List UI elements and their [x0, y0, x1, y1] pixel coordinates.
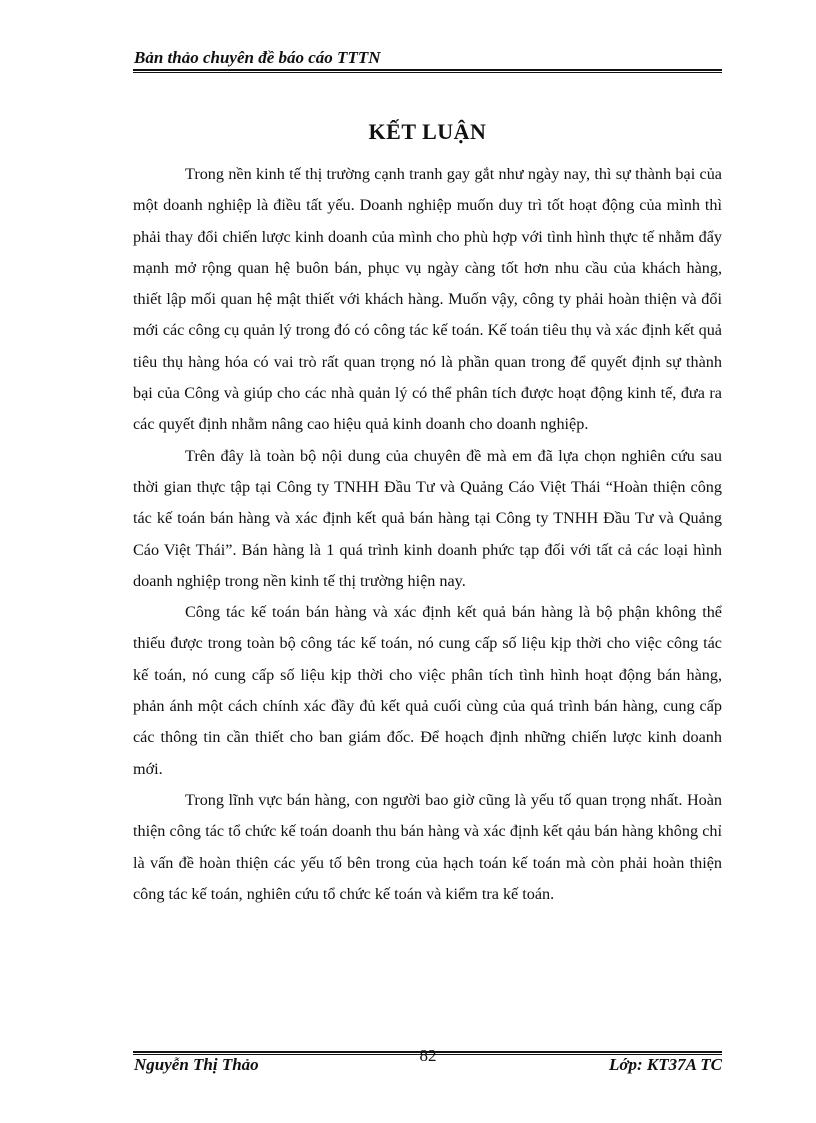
paragraph: Trong lĩnh vực bán hàng, con người bao giờ cũng là yếu tố quan trọng nhất. Hoàn thiện công tác tổ chức kế toán doanh thu bán hàng và xác định kết qảu bán hàng không chỉ là vấn đề hoàn thiện các yếu tố bên trong của hạch toán kế toán mà còn phải hoàn thiện công tác kế toán, nghiên cứu tổ chức kế toán và kiểm tra kế toán. [133, 790, 722, 903]
footer-class: Lớp: KT37A TC [608, 1055, 722, 1074]
body-text [133, 159, 722, 910]
header-divider [133, 69, 722, 73]
paragraph: Công tác kế toán bán hàng và xác định kết quả bán hàng là bộ phận không thể thiếu được trong toàn bộ công tác kế toán, nó cung cấp số liệu kịp thời cho việc công tác kế toán, nó cung cấp số liệu kịp thời cho việc phân tích tình hình hoạt động bán hàng, phản ánh một cách chính xác đầy đủ kết quả cuối cùng của quá trình bán hàng, cung cấp các thông tin cần thiết cho ban giám đốc. Để hoạch định những chiến lược kinh doanh mới. [133, 603, 722, 778]
paragraph: Trong nền kinh tế thị trường cạnh tranh gay gắt như ngày nay, thì sự thành bại của một doanh nghiệp là điều tất yếu. Doanh nghiệp muốn duy trì tốt hoạt động của mình thì phải thay đổi chiến lược kinh doanh của mình cho phù hợp với tình hình thực tế nhằm đẩy mạnh mở rộng quan hệ buôn bán, phục vụ ngày càng tốt hơn nhu cầu của khách hàng, thiết lập mối quan hệ mật thiết với khách hàng. Muốn vậy, công ty phải hoàn thiện và đổi mới các công cụ quản lý trong đó có công tác kế toán. Kế toán tiêu thụ và xác định kết quả tiêu thụ hàng hóa có vai trò rất quan trọng nó là phần quan trong để quyết định sự thành bại của Công và giúp cho các nhà quản lý có thể phân tích được hoạt động kinh tế, đưa ra các quyết định nhằm nâng cao hiệu quả kinh doanh cho doanh nghiệp. [133, 165, 722, 434]
footer-author: Nguyễn Thị Thảo [134, 1055, 259, 1074]
paragraph: Trên đây là toàn bộ nội dung của chuyên đề mà em đã lựa chọn nghiên cứu sau thời gian thực tập tại Công ty TNHH Đầu Tư và Quảng Cáo Việt Thái “Hoàn thiện công tác kế toán bán hàng và xác định kết quả bán hàng tại Công ty TNHH Đầu Tư và Quảng Cáo Việt Thái”. Bán hàng là 1 quá trình kinh doanh phức tạp đối với tất cả các loại hình doanh nghiệp trong nền kinh tế thị trường hiện nay. [133, 446, 722, 590]
header-title: Bản thảo chuyên đề báo cáo TTTN [134, 48, 381, 67]
page-number: 82 [419, 1046, 437, 1065]
page-title: KẾT LUẬN [368, 119, 487, 144]
